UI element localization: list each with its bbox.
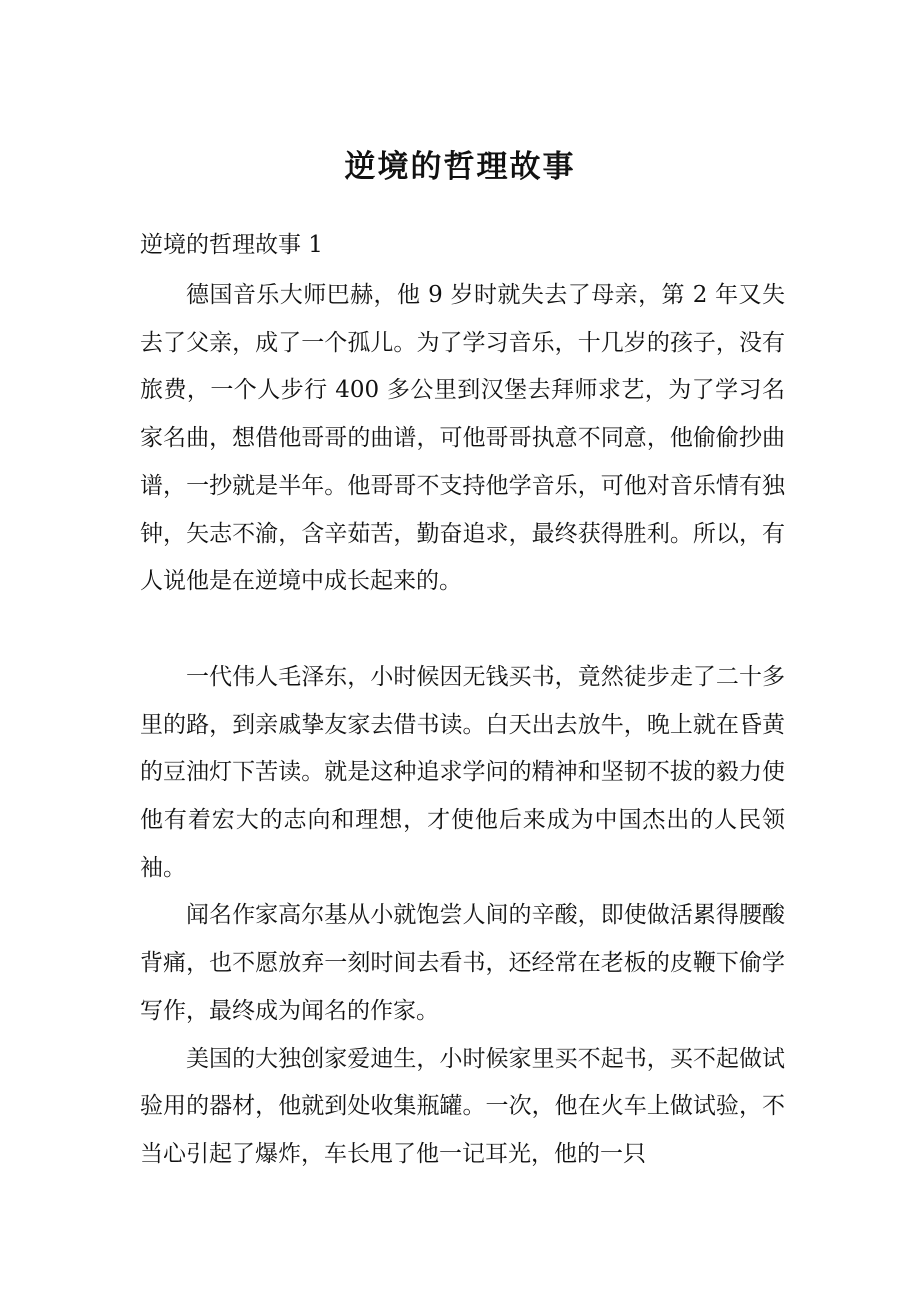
paragraph-mao: 一代伟人毛泽东，小时候因无钱买书，竟然徒步走了二十多里的路，到亲戚挚友家去借书读。白天出去放牛，晚上就在昏黄的豆油灯下苦读。就是这种追求学问的精神和坚韧不拔的毅力使他有着宏大的志向和理想，才使他后来成为中国杰出的人民领袖。 <box>140 663 785 881</box>
paragraph-gorky: 闻名作家高尔基从小就饱尝人间的辛酸，即使做活累得腰酸背痛，也不愿放弃一刻时间去看书，还经常在老板的皮鞭下偷学写作，最终成为闻名的作家。 <box>140 902 785 1024</box>
document-body <box>140 272 785 1179</box>
paragraph-bach: 德国音乐大师巴赫，他 9 岁时就失去了母亲，第 2 年又失去了父亲，成了一个孤儿。为了学习音乐，十几岁的孩子，没有旅费，一个人步行 400 多公里到汉堡去拜师求艺，为了学习名家名曲，想借他哥哥的曲谱，可他哥哥执意不同意，他偷偷抄曲谱，一抄就是半年。他哥哥不支持他学音乐，可他对音乐情有独钟，矢志不渝，含辛茹苦，勤奋追求，最终获得胜利。所以，有人说他是在逆境中成长起来的。 <box>140 282 785 595</box>
document-title: 逆境的哲理故事 <box>344 149 576 185</box>
section-heading: 逆境的哲理故事 1 <box>140 232 323 258</box>
paragraph-edison: 美国的大独创家爱迪生，小时候家里买不起书，买不起做试验用的器材，他就到处收集瓶罐。一次，他在火车上做试验，不当心引起了爆炸，车长甩了他一记耳光，他的一只 <box>140 1045 785 1167</box>
paragraph-gap <box>140 606 785 654</box>
